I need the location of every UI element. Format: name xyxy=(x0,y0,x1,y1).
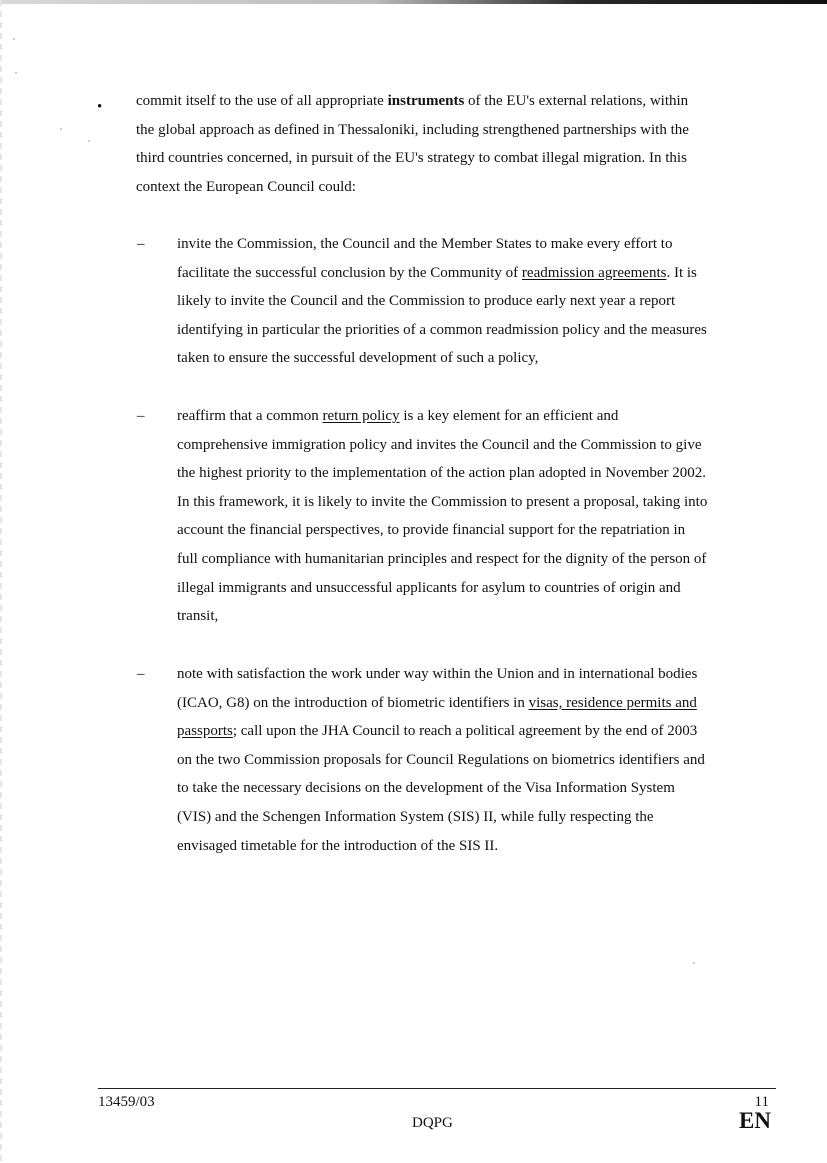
list-item-readmission xyxy=(177,230,707,373)
item-line: identifying in particular the priorities of a common readmission policy and the measures xyxy=(177,321,707,338)
item-line: facilitate the successful conclusion by the Community of readmission agreements. It is xyxy=(177,264,697,281)
dash-marker: – xyxy=(137,408,145,424)
intro-line: context the European Council could: xyxy=(136,178,356,195)
item-line: on the two Commission proposals for Council Regulations on biometrics identifiers and xyxy=(177,751,705,768)
instruments-emphasis: instruments xyxy=(387,93,465,109)
item-line: reaffirm that a common return policy is a key element for an efficient and xyxy=(177,408,619,424)
list-item-biometrics xyxy=(177,660,705,860)
department-code: DQPG xyxy=(412,1115,453,1131)
bullet-marker: • xyxy=(97,99,103,115)
item-line: the highest priority to the implementation of the action plan adopted in November 2002. xyxy=(177,465,707,482)
return-policy-underline: return policy xyxy=(322,408,400,424)
item-line: likely to invite the Council and the Commission to produce early next year a report xyxy=(177,293,676,310)
dash-marker: – xyxy=(137,236,145,252)
document-number: 13459/03 xyxy=(98,1094,155,1110)
footer-rule xyxy=(98,1088,776,1089)
item-line: note with satisfaction the work under way within the Union and in international bodies xyxy=(177,666,698,682)
item-line: envisaged timetable for the introduction of the SIS II. xyxy=(177,837,499,854)
scan-left-edge xyxy=(0,0,2,1163)
scan-speck xyxy=(693,962,695,964)
list-item-return-policy xyxy=(177,402,707,631)
scan-speck xyxy=(88,140,90,142)
item-line: illegal immigrants and unsuccessful applicants for asylum to countries of origin and xyxy=(177,579,681,596)
item-line: taken to ensure the successful development of such a policy, xyxy=(177,350,539,367)
item-line: invite the Commission, the Council and the Member States to make every effort to xyxy=(177,236,673,252)
item-line: (ICAO, G8) on the introduction of biometric identifiers in visas, residence permits and xyxy=(177,694,697,711)
intro-line: third countries concerned, in pursuit of the EU's strategy to combat illegal migration. In this xyxy=(136,150,687,167)
intro-line: commit itself to the use of all appropriate instruments of the EU's external relations, within xyxy=(136,93,689,109)
language-code: EN xyxy=(739,1108,771,1133)
intro-line: the global approach as defined in Thessaloniki, including strengthened partnerships with the xyxy=(136,121,689,138)
item-line: account the financial perspectives, to provide financial support for the repatriation in xyxy=(177,522,686,539)
item-line: full compliance with humanitarian principles and respect for the dignity of the person of xyxy=(177,550,707,567)
scan-speck xyxy=(15,72,17,74)
item-line: comprehensive immigration policy and invites the Council and the Commission to give xyxy=(177,436,702,453)
intro-paragraph xyxy=(136,87,689,201)
item-line: passports; call upon the JHA Council to reach a political agreement by the end of 2003 xyxy=(177,723,698,740)
passports-underline: passports xyxy=(177,723,233,740)
visas-permits-underline: visas, residence permits and xyxy=(528,694,697,711)
item-line: to take the necessary decisions on the development of the Visa Information System xyxy=(177,780,675,797)
item-line: transit, xyxy=(177,608,219,625)
item-line: In this framework, it is likely to invite the Commission to present a proposal, taking into xyxy=(177,493,708,510)
scan-speck xyxy=(60,128,62,130)
page-number: 11 xyxy=(754,1094,769,1110)
dash-marker: – xyxy=(137,666,145,682)
readmission-agreements-underline: readmission agreements xyxy=(521,264,667,281)
top-border-rule xyxy=(0,0,827,4)
scan-speck xyxy=(13,38,15,40)
item-line: (VIS) and the Schengen Information System (SIS) II, while fully respecting the xyxy=(177,808,654,825)
